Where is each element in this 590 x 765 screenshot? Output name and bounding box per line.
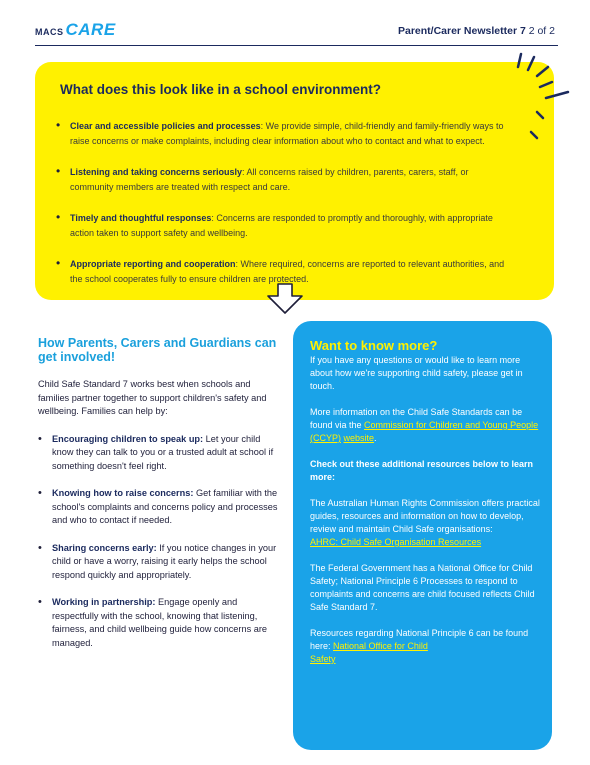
get-involved-intro: Child Safe Standard 7 works best when schools and families partner together to support children's safety and wellbeing. Families can help by: bbox=[38, 379, 267, 416]
list-item bbox=[70, 211, 510, 241]
page-indicator: 2 of 2 bbox=[525, 25, 555, 37]
principle-6-paragraph bbox=[310, 627, 545, 666]
school-environment-box bbox=[35, 62, 554, 300]
ahrc-paragraph: The Australian Human Rights Commission offers practical guides, resources and information on how to develop, review and maintain Child Safe organisations: bbox=[310, 498, 540, 534]
list-item bbox=[70, 119, 510, 149]
page-header bbox=[35, 18, 555, 44]
national-office-paragraph: The Federal Government has a National Office for Child Safety; National Principle 6 Processes to respond to complaints and concerns are child focused reflects Child Safe Standard 7. bbox=[310, 563, 535, 612]
item-text: If you notice changes in your child or have a worry, raising it early helps the school respond quickly and appropriately. bbox=[52, 542, 277, 580]
logo-macs-text: MACS bbox=[35, 27, 64, 37]
ccyp-paragraph bbox=[310, 406, 545, 445]
item-text: Let your child know they can talk to you or a trusted adult at school if something doesn't feel right. bbox=[52, 433, 274, 471]
ccyp-text: More information on the Child Safe Standards can be found via the bbox=[310, 407, 523, 430]
get-involved-section bbox=[38, 336, 278, 664]
school-box-title: What does this look like in a school environment? bbox=[60, 82, 382, 97]
item-text: : Concerns are responded to promptly and thoroughly, with appropriate action taken to support safety and wellbeing. bbox=[70, 213, 493, 238]
item-bold: Knowing how to raise concerns: bbox=[52, 488, 194, 498]
item-text: : We provide simple, child-friendly and family-friendly ways to raise concerns or make complaints, including clear information about who to contact and what to expect. bbox=[70, 121, 504, 146]
sparkle-decoration-icon bbox=[510, 50, 575, 150]
know-more-intro: If you have any questions or would like to learn more about how we're supporting child safety, please get in touch. bbox=[310, 355, 523, 391]
item-text: : Where required, concerns are reported to relevant authorities, and the school cooperates fully to ensure children are protected. bbox=[70, 259, 505, 284]
list-item bbox=[38, 487, 278, 528]
get-involved-title: How Parents, Carers and Guardians can get involved! bbox=[38, 336, 277, 364]
national-office-link[interactable]: National Office for Child bbox=[333, 641, 428, 651]
logo-care-text: CARE bbox=[65, 20, 116, 39]
ccyp-link[interactable]: Commission for Children and Young People bbox=[364, 420, 539, 430]
resources-heading-text: Check out these additional resources below to learn more: bbox=[310, 459, 534, 482]
list-item bbox=[38, 596, 278, 650]
item-bold: Clear and accessible policies and processes bbox=[70, 121, 261, 131]
item-bold: Appropriate reporting and cooperation bbox=[70, 259, 236, 269]
ahrc-link-line bbox=[310, 536, 545, 549]
newsletter-label bbox=[398, 25, 555, 37]
list-item bbox=[70, 165, 510, 195]
principle-6-text: Resources regarding National Principle 6 can be found here: bbox=[310, 628, 529, 651]
ccyp-end: . bbox=[374, 433, 377, 443]
item-text: Engage openly and respectfully with the school, knowing that listening, fairness, and child wellbeing guide how concerns are managed. bbox=[52, 597, 268, 648]
list-item bbox=[38, 542, 278, 583]
header-divider bbox=[35, 45, 558, 46]
item-bold: Sharing concerns early: bbox=[52, 542, 157, 553]
national-office-link-cont[interactable]: Safety bbox=[310, 654, 336, 664]
macs-care-logo bbox=[35, 20, 116, 40]
list-item bbox=[38, 433, 278, 474]
item-text: : All concerns raised by children, parents, carers, staff, or community members are treated with respect and care. bbox=[70, 167, 469, 192]
down-arrow-icon bbox=[265, 283, 305, 315]
family-actions-list bbox=[38, 433, 278, 651]
school-practices-list bbox=[70, 119, 510, 303]
item-bold: Listening and taking concerns seriously bbox=[70, 167, 243, 177]
resources-heading bbox=[310, 458, 545, 484]
newsletter-title: Parent/Carer Newsletter 7 bbox=[397, 25, 526, 37]
item-bold: Timely and thoughtful responses bbox=[70, 213, 212, 223]
item-text: Get familiar with the school's complaints and concerns policy and processes and who to contact if needed. bbox=[52, 488, 278, 525]
know-more-title: Want to know more? bbox=[310, 338, 438, 353]
item-bold: Encouraging children to speak up: bbox=[52, 433, 204, 444]
ahrc-link[interactable]: AHRC: Child Safe Organisation Resources bbox=[310, 537, 482, 547]
know-more-box bbox=[293, 321, 552, 750]
item-bold: Working in partnership: bbox=[52, 597, 156, 607]
ccyp-website-link[interactable]: website bbox=[343, 433, 375, 443]
ccyp-abbrev-link[interactable]: (CCYP) bbox=[310, 433, 341, 443]
